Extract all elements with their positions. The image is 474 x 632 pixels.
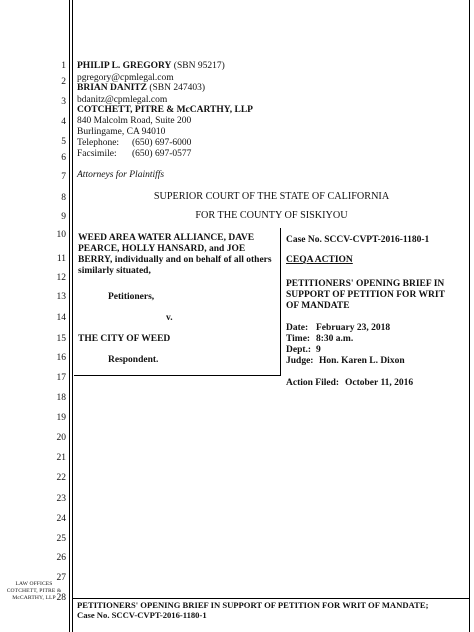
line-number: 12 [56, 273, 66, 283]
attorney-2-bar-number: (SBN 247403) [149, 83, 206, 93]
left-margin-rule-inner [72, 0, 73, 632]
action-filed-label: Action Filed: [286, 378, 340, 388]
attorneys-for: Attorneys for Plaintiffs [77, 170, 165, 180]
line-number: 16 [56, 353, 66, 363]
line-number: 23 [56, 494, 66, 504]
ceqa-action: CEQA ACTION [286, 255, 353, 265]
line-number: 6 [61, 153, 66, 163]
case-number: Case No. SCCV-CVPT-2016-1180-1 [286, 235, 430, 245]
attorney-1-email: pgregory@cpmlegal.com [77, 73, 174, 83]
document-title-line-2: SUPPORT OF PETITION FOR WRIT [286, 290, 445, 300]
petitioners-label: Petitioners, [108, 292, 155, 302]
line-number: 22 [56, 473, 66, 483]
facsimile-number: (650) 697-0577 [132, 149, 192, 159]
attorney-1-bar-number: (SBN 95217) [173, 61, 225, 71]
line-number: 13 [56, 292, 66, 302]
attorney-1-name: PHILIP L. GREGORY [77, 61, 172, 71]
line-number: 1 [61, 61, 66, 71]
line-number: 2 [61, 77, 66, 87]
respondent-label: Respondent. [108, 355, 159, 365]
telephone-number: (650) 697-6000 [132, 138, 192, 148]
line-number: 28 [56, 593, 66, 603]
action-filed-date: October 11, 2016 [345, 378, 414, 388]
firm-footer-line-1: COTCHETT, PITRE & [6, 588, 62, 594]
law-offices-line: LAW OFFICES [15, 581, 53, 587]
line-number: 19 [56, 413, 66, 423]
line-number: 25 [56, 534, 66, 544]
line-number: 27 [56, 573, 66, 583]
firm-footer-line-2: McCARTHY, LLP [12, 595, 56, 601]
line-number: 24 [56, 514, 66, 524]
line-number: 18 [56, 393, 66, 403]
footer-rule [72, 598, 470, 599]
line-number: 8 [61, 193, 66, 203]
court-county: FOR THE COUNTY OF SISKIYOU [195, 210, 348, 221]
document-title-line-3: OF MANDATE [286, 301, 350, 311]
law-offices-footer [2, 581, 66, 602]
line-number: 17 [56, 373, 66, 383]
attorney-2-email: bdanitz@cpmlegal.com [77, 95, 168, 105]
document-title-line-1: PETITIONERS' OPENING BRIEF IN [286, 279, 445, 289]
line-number: 3 [61, 97, 66, 107]
line-number: 26 [56, 553, 66, 563]
plaintiffs-line-4: similarly situated, [78, 266, 151, 276]
plaintiffs-line-2: PEARCE, HOLLY HANSARD, and JOE [78, 244, 246, 254]
facsimile-label: Facsimile: [77, 149, 117, 159]
line-number: 10 [56, 230, 66, 240]
left-margin-rule-outer [69, 0, 70, 632]
plaintiffs-line-3: BERRY, individually and on behalf of all others [78, 255, 272, 265]
versus: v. [166, 313, 173, 323]
attorney-1-line [77, 61, 225, 72]
department: 9 [316, 345, 321, 355]
judge-label: Judge: [286, 356, 314, 366]
line-number: 20 [56, 433, 66, 443]
firm-address-line-1: 840 Malcolm Road, Suite 200 [77, 116, 192, 126]
firm-name: COTCHETT, PITRE & McCARTHY, LLP [77, 105, 253, 115]
caption-bottom-rule [74, 375, 281, 376]
footer-case-number: Case No. SCCV-CVPT-2016-1180-1 [77, 610, 207, 620]
defendant-name: THE CITY OF WEED [78, 334, 171, 344]
right-margin-rule [469, 0, 470, 632]
line-number: 21 [56, 453, 66, 463]
line-number: 14 [56, 313, 66, 323]
caption-vertical-divider [280, 228, 281, 376]
hearing-date-label: Date: [286, 323, 309, 333]
department-label: Dept.: [286, 345, 312, 355]
plaintiffs-line-1: WEED AREA WATER ALLIANCE, DAVE [78, 233, 255, 243]
hearing-time-label: Time: [286, 334, 311, 344]
line-number: 4 [61, 117, 66, 127]
attorney-2-name: BRIAN DANITZ [77, 83, 147, 93]
line-number: 7 [61, 172, 66, 182]
attorney-2-line [77, 83, 205, 94]
line-number: 15 [56, 334, 66, 344]
firm-address-line-2: Burlingame, CA 94010 [77, 127, 166, 137]
hearing-time: 8:30 a.m. [316, 334, 354, 344]
line-number: 5 [61, 137, 66, 147]
line-number: 9 [61, 212, 66, 222]
line-number: 11 [56, 254, 66, 264]
hearing-date: February 23, 2018 [316, 323, 391, 333]
footer-document-title: PETITIONERS' OPENING BRIEF IN SUPPORT OF PETITION FOR WRIT OF MANDATE; [77, 600, 429, 610]
telephone-label: Telephone: [77, 138, 120, 148]
judge-name: Hon. Karen L. Dixon [319, 356, 405, 366]
court-name: SUPERIOR COURT OF THE STATE OF CALIFORNIA [153, 191, 390, 202]
